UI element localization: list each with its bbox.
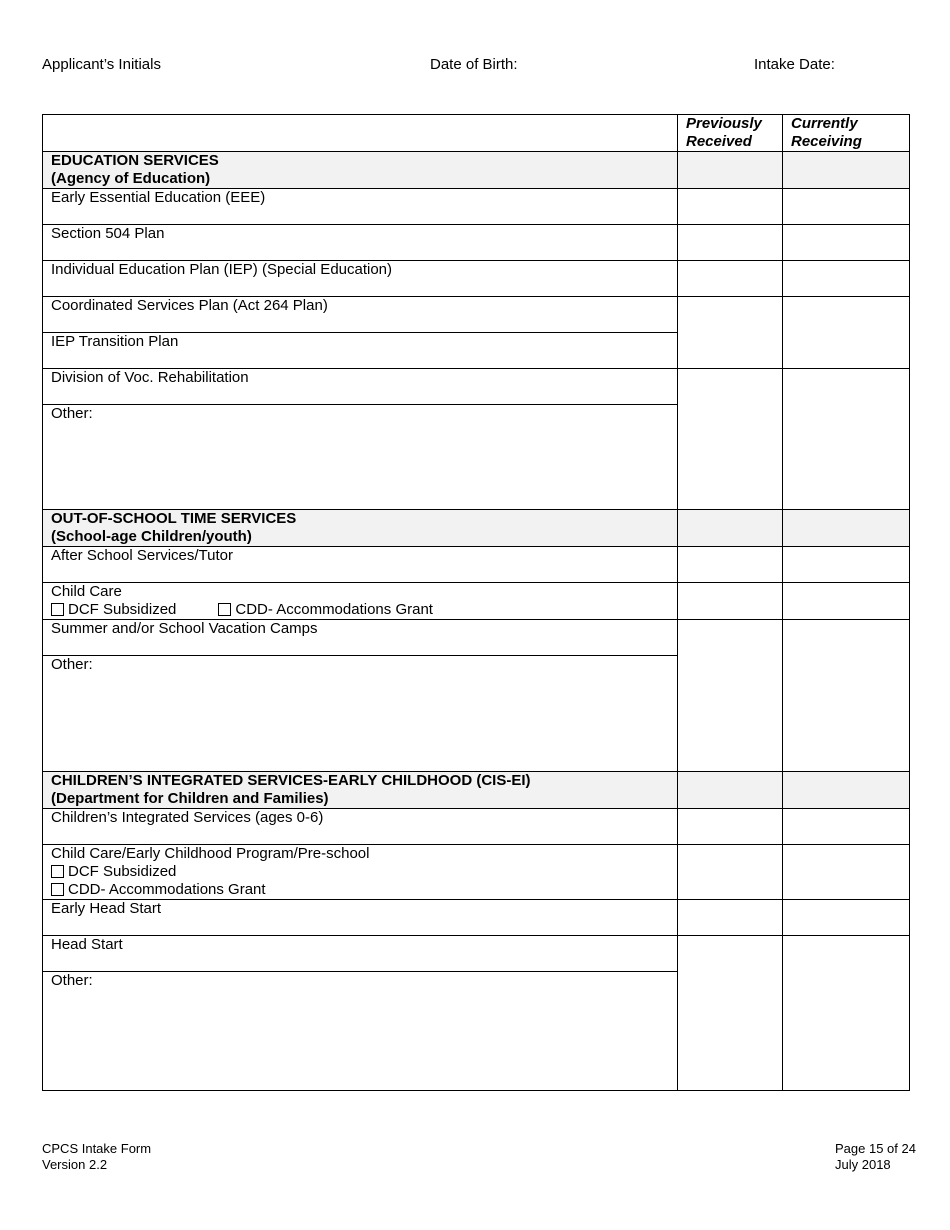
- previously-cell[interactable]: [678, 547, 783, 583]
- currently-cell[interactable]: [783, 809, 910, 845]
- footer-left: [42, 1141, 151, 1173]
- section-cis-ei: [43, 772, 910, 809]
- table-row: [43, 369, 910, 405]
- previously-cell[interactable]: [678, 261, 783, 297]
- service-cell-child-care: [43, 583, 678, 620]
- previously-cell: [678, 772, 783, 809]
- table-row-other: [43, 405, 910, 510]
- intake-date-label: Intake Date:: [754, 56, 835, 73]
- service-label: Other:: [43, 656, 678, 772]
- table-row: [43, 936, 910, 972]
- service-cell-early-child-care: [43, 845, 678, 900]
- table-row: [43, 189, 910, 225]
- section-title: OUT-OF-SCHOOL TIME SERVICES: [51, 510, 297, 527]
- dcf-subsidized-checkbox[interactable]: [51, 865, 64, 878]
- cdd-accommodations-checkbox[interactable]: [51, 883, 64, 896]
- column-header-row: [43, 115, 910, 152]
- previously-cell[interactable]: [678, 936, 783, 972]
- currently-cell: [783, 510, 910, 547]
- service-label: Other:: [43, 405, 678, 510]
- section-heading: [43, 510, 678, 547]
- table-row-other: [43, 972, 910, 1091]
- service-label: Child Care/Early Childhood Program/Pre-school: [51, 845, 370, 862]
- currently-cell[interactable]: [783, 369, 910, 405]
- page-number: Page 15 of 24: [835, 1141, 916, 1156]
- section-heading: [43, 152, 678, 189]
- previously-cell[interactable]: [678, 189, 783, 225]
- previously-cell: [678, 510, 783, 547]
- service-label: Summer and/or School Vacation Camps: [43, 620, 678, 656]
- date-of-birth-label: Date of Birth:: [430, 56, 518, 73]
- section-title: EDUCATION SERVICES: [51, 152, 219, 169]
- table-row: [43, 620, 910, 656]
- checkbox-label: DCF Subsidized: [68, 601, 177, 618]
- table-row: [43, 297, 910, 333]
- service-label: Children’s Integrated Services (ages 0-6): [43, 809, 678, 845]
- section-out-of-school: [43, 510, 910, 547]
- service-label: Coordinated Services Plan (Act 264 Plan): [43, 297, 678, 333]
- previously-cell[interactable]: [678, 583, 783, 620]
- table-row: [43, 583, 910, 620]
- section-subtitle: (Department for Children and Families): [51, 790, 329, 807]
- service-label: Individual Education Plan (IEP) (Special Education): [43, 261, 678, 297]
- service-label: Early Head Start: [43, 900, 678, 936]
- previously-cell[interactable]: [678, 845, 783, 900]
- previously-cell[interactable]: [678, 297, 783, 333]
- section-subtitle: (Agency of Education): [51, 170, 211, 187]
- service-label: Early Essential Education (EEE): [43, 189, 678, 225]
- section-subtitle: (School-age Children/youth): [51, 528, 252, 545]
- checkbox-label: DCF Subsidized: [68, 863, 177, 880]
- services-table: [42, 114, 910, 1091]
- service-label: Division of Voc. Rehabilitation: [43, 369, 678, 405]
- dcf-subsidized-checkbox[interactable]: [51, 603, 64, 616]
- service-column-header: [43, 115, 678, 152]
- previously-cell: [678, 152, 783, 189]
- currently-cell[interactable]: [783, 900, 910, 936]
- footer-right: [835, 1141, 916, 1173]
- previously-cell[interactable]: [678, 809, 783, 845]
- table-row-other: [43, 656, 910, 772]
- previously-cell[interactable]: [678, 405, 783, 510]
- table-row: [43, 809, 910, 845]
- previously-cell[interactable]: [678, 972, 783, 1091]
- previously-cell[interactable]: [678, 656, 783, 772]
- previously-cell[interactable]: [678, 900, 783, 936]
- section-title: CHILDREN’S INTEGRATED SERVICES-EARLY CHILDHOOD (CIS-EI): [51, 772, 531, 789]
- currently-cell[interactable]: [783, 936, 910, 972]
- currently-cell[interactable]: [783, 297, 910, 333]
- currently-cell[interactable]: [783, 583, 910, 620]
- currently-cell[interactable]: [783, 189, 910, 225]
- table-row: [43, 845, 910, 900]
- previously-cell[interactable]: [678, 333, 783, 369]
- service-label: Section 504 Plan: [43, 225, 678, 261]
- previously-cell[interactable]: [678, 369, 783, 405]
- table-row: [43, 900, 910, 936]
- form-name: CPCS Intake Form: [42, 1141, 152, 1156]
- service-label: IEP Transition Plan: [43, 333, 678, 369]
- currently-cell: [783, 152, 910, 189]
- currently-cell[interactable]: [783, 225, 910, 261]
- currently-cell[interactable]: [783, 620, 910, 656]
- section-education: [43, 152, 910, 189]
- checkbox-label: CDD- Accommodations Grant: [235, 601, 433, 618]
- currently-cell[interactable]: [783, 972, 910, 1091]
- applicant-initials-label: Applicant’s Initials: [42, 56, 161, 73]
- previously-received-header: [678, 115, 783, 152]
- currently-header-line2: Receiving: [791, 133, 862, 150]
- table-row: [43, 261, 910, 297]
- currently-cell[interactable]: [783, 333, 910, 369]
- service-label: After School Services/Tutor: [43, 547, 678, 583]
- currently-cell[interactable]: [783, 405, 910, 510]
- checkbox-label: CDD- Accommodations Grant: [68, 881, 266, 898]
- service-label: Child Care: [51, 583, 122, 600]
- currently-cell: [783, 772, 910, 809]
- cdd-accommodations-checkbox[interactable]: [218, 603, 231, 616]
- previously-cell[interactable]: [678, 225, 783, 261]
- currently-receiving-header: [783, 115, 910, 152]
- service-label: Head Start: [43, 936, 678, 972]
- previously-cell[interactable]: [678, 620, 783, 656]
- currently-cell[interactable]: [783, 261, 910, 297]
- table-row: [43, 547, 910, 583]
- currently-cell[interactable]: [783, 845, 910, 900]
- table-row: [43, 225, 910, 261]
- form-version: Version 2.2: [42, 1157, 108, 1172]
- service-label: Other:: [43, 972, 678, 1091]
- previously-header-line2: Received: [686, 133, 752, 150]
- form-date: July 2018: [835, 1157, 891, 1172]
- currently-header-line1: Currently: [791, 115, 858, 132]
- section-heading: [43, 772, 678, 809]
- currently-cell[interactable]: [783, 547, 910, 583]
- currently-cell[interactable]: [783, 656, 910, 772]
- previously-header-line1: Previously: [686, 115, 762, 132]
- table-row: [43, 333, 910, 369]
